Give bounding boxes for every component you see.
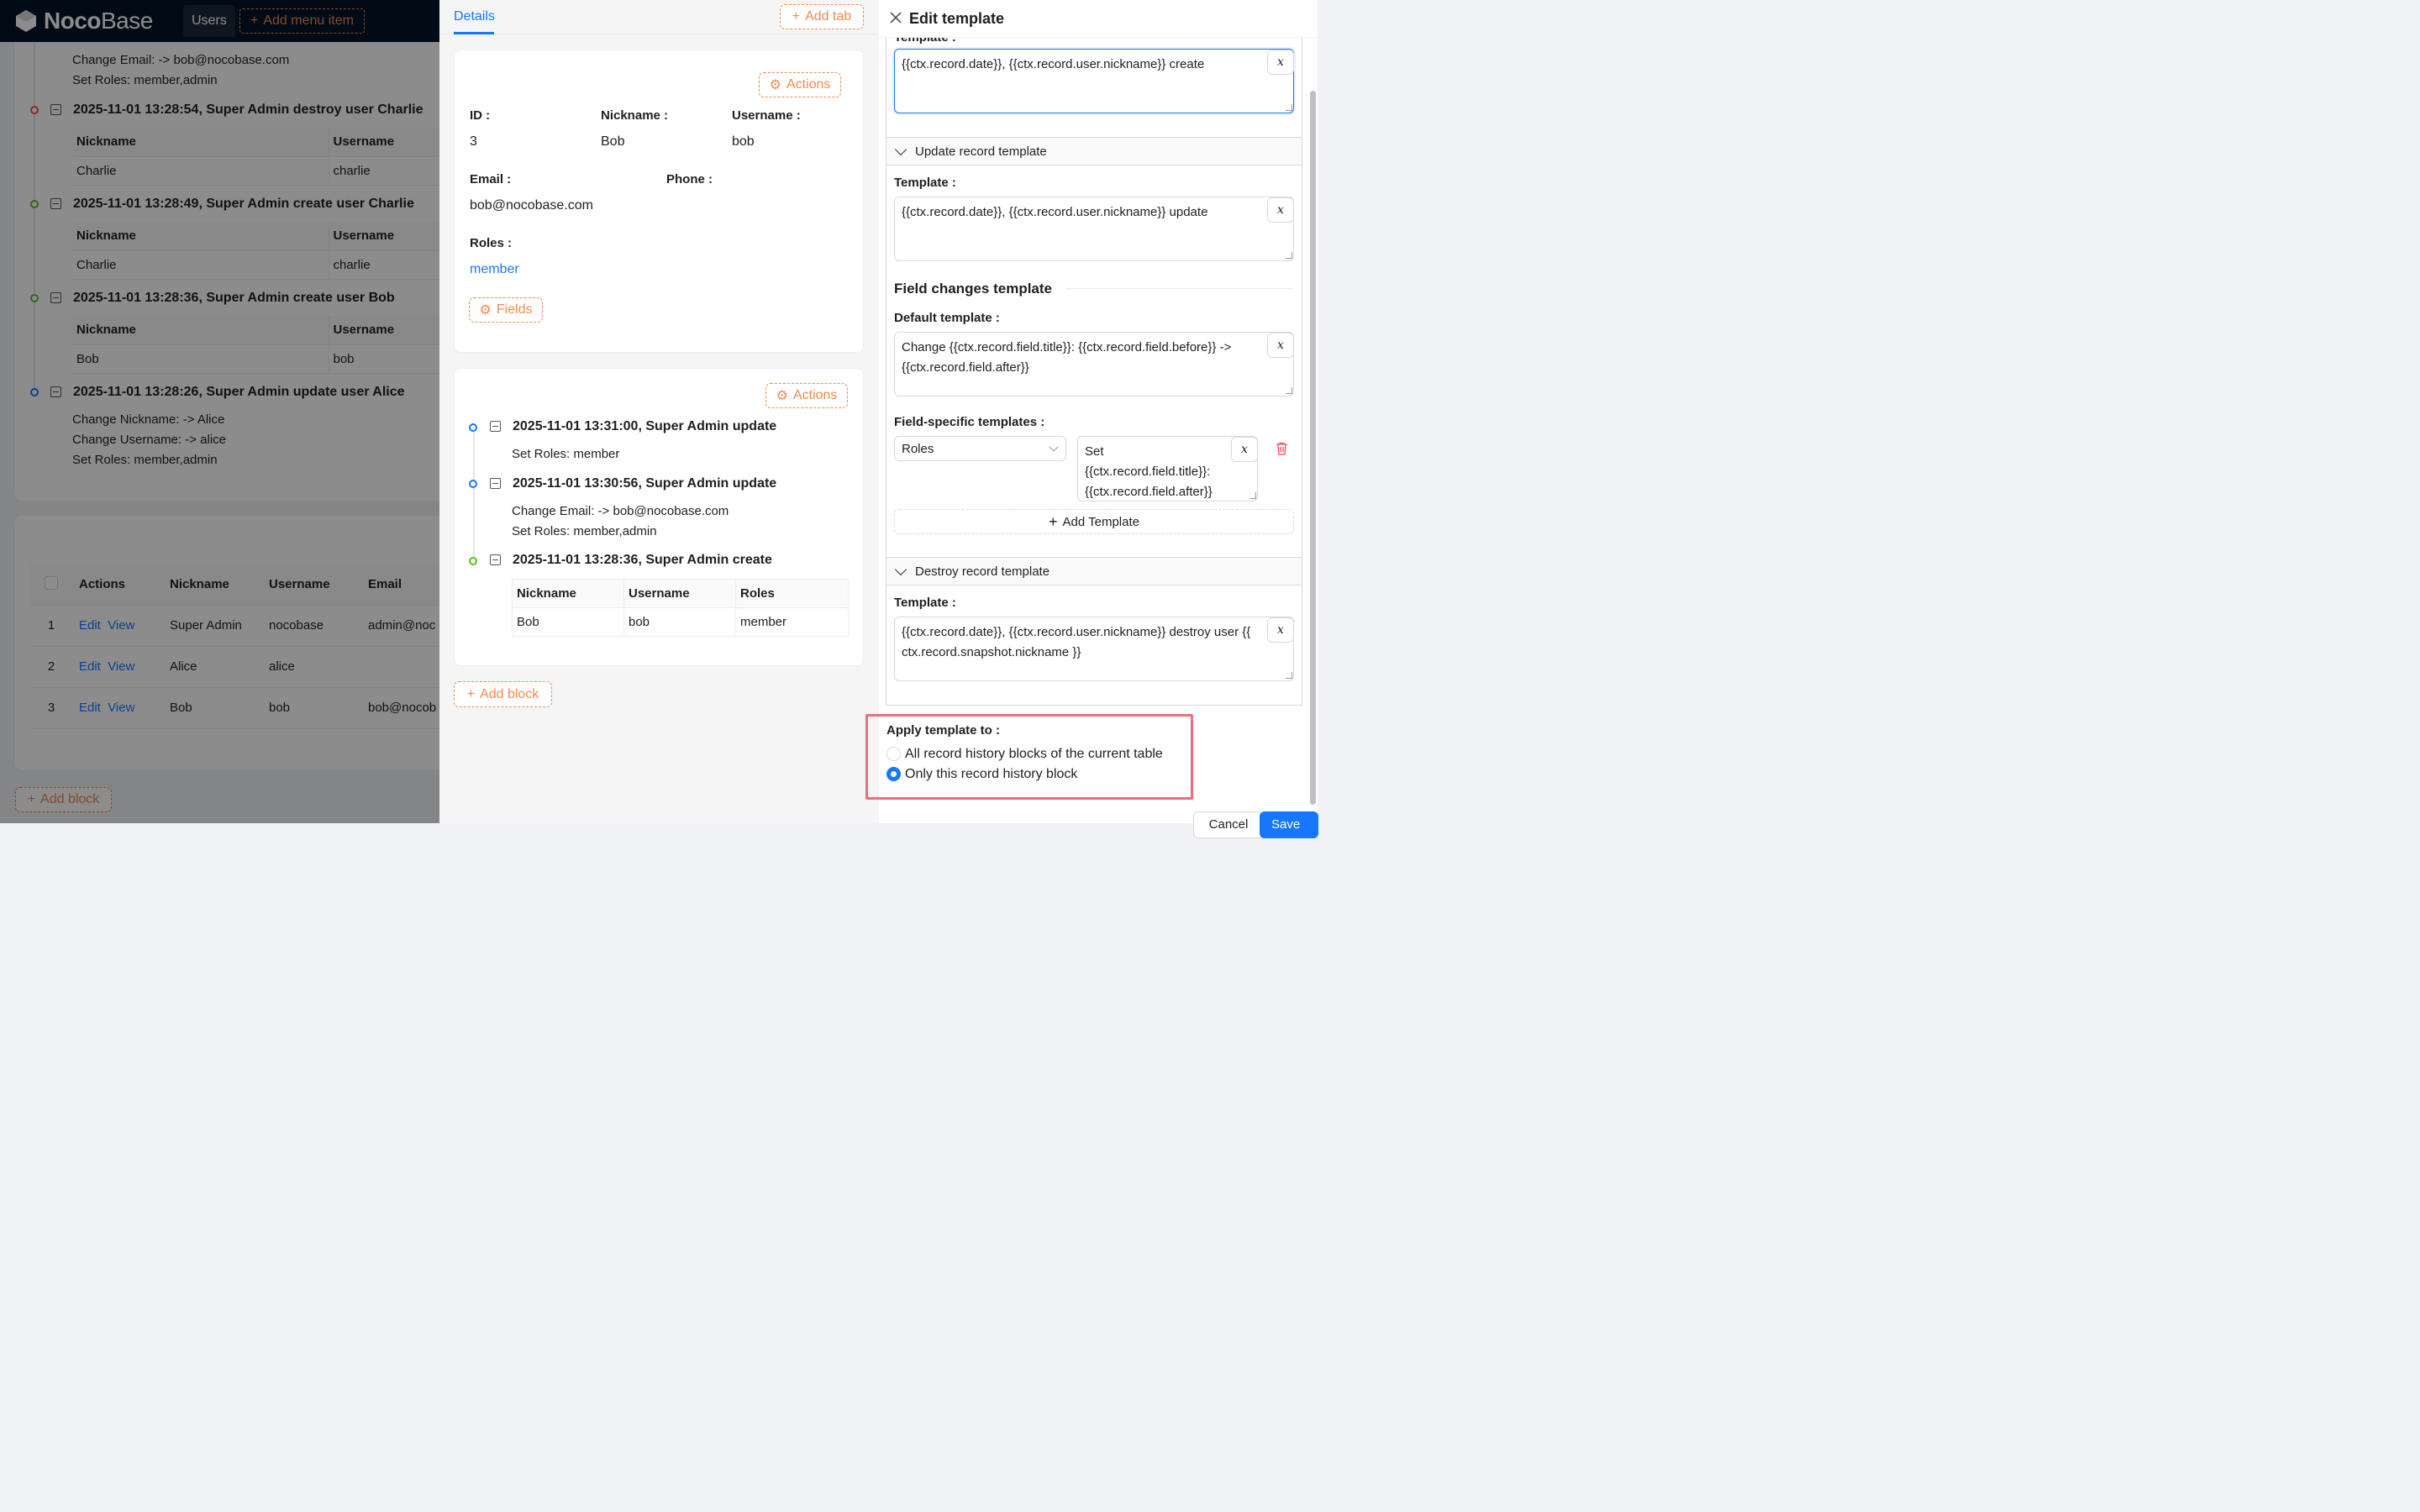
gear-icon: ⚙ <box>479 303 492 318</box>
create-template-text: {{ctx.record.date}}, {{ctx.record.user.nickname}} create <box>902 57 1205 71</box>
field-value-email: bob@nocobase.com <box>470 198 593 213</box>
history-line: Change Username: -> alice <box>72 433 227 447</box>
plus-icon: + <box>792 9 801 24</box>
delete-icon[interactable] <box>1276 442 1288 455</box>
column-header: Nickname <box>513 580 624 608</box>
logo-text-bold: Noco <box>44 8 101 34</box>
table-cell: charlie <box>329 156 511 185</box>
collapse-icon[interactable] <box>490 478 501 489</box>
update-template-header-label: Update record template <box>915 144 1047 159</box>
add-template-label: Add Template <box>1062 514 1139 529</box>
history-entry-title: 2025-11-01 13:28:36, Super Admin create user Bob <box>73 291 395 305</box>
tab-bar <box>439 0 879 34</box>
table-cell: Charlie <box>72 156 329 185</box>
collapse-icon[interactable] <box>490 554 501 565</box>
active-tab-indicator <box>454 32 494 34</box>
resize-handle[interactable] <box>1286 387 1292 394</box>
field-label-roles: Roles : <box>470 236 513 250</box>
field-specific-label: Field-specific templates : <box>894 415 1045 429</box>
field-label-id: ID : <box>470 108 491 123</box>
add-tab-button[interactable] <box>780 4 864 29</box>
role-tag-member[interactable]: member <box>470 262 519 276</box>
save-label: Save <box>1271 817 1301 832</box>
field-label-phone: Phone : <box>666 172 713 186</box>
variable-x-button[interactable] <box>1267 197 1294 223</box>
add-block-button[interactable] <box>454 681 552 707</box>
add-template-button[interactable] <box>894 509 1294 534</box>
history-line: Set Roles: member <box>512 447 620 461</box>
variable-x-icon: x <box>1277 203 1284 217</box>
resize-handle[interactable] <box>1249 492 1256 499</box>
field-changes-section-title: Field changes template <box>894 281 1052 297</box>
field-select-value: Roles <box>902 442 934 456</box>
table-cell: Charlie <box>72 250 329 279</box>
history-entry-title: 2025-11-01 13:28:49, Super Admin create user Charlie <box>73 197 414 211</box>
cancel-button[interactable] <box>1193 811 1264 838</box>
column-header-actions: Actions <box>72 564 163 605</box>
timeline-line <box>473 433 475 559</box>
details-actions-button[interactable] <box>759 72 841 97</box>
field-label-username: Username : <box>732 108 801 123</box>
add-block-label: Add block <box>480 686 539 701</box>
add-menu-item-label: Add menu item <box>263 13 354 28</box>
history-entry-title: 2025-11-01 13:30:56, Super Admin update <box>513 476 777 491</box>
plus-icon: + <box>466 686 476 701</box>
gear-icon: ⚙ <box>776 389 788 403</box>
add-tab-label: Add tab <box>805 9 852 24</box>
variable-x-icon: x <box>1277 55 1284 69</box>
column-header-email: Email <box>361 564 511 605</box>
actions-label: Actions <box>786 77 831 92</box>
variable-x-button[interactable] <box>1231 437 1258 462</box>
field-label-email: Email : <box>470 172 512 186</box>
drawer-title: Edit template <box>909 10 1005 27</box>
variable-x-button[interactable] <box>1267 333 1294 358</box>
view-link[interactable]: View <box>108 701 135 715</box>
table-cell: Bob <box>163 687 262 728</box>
modal-mask[interactable] <box>0 0 439 823</box>
field-select[interactable] <box>894 436 1066 461</box>
history-line: Change Nickname: -> Alice <box>72 412 225 427</box>
edit-link[interactable]: Edit <box>79 618 101 633</box>
update-template-text: {{ctx.record.date}}, {{ctx.record.user.nickname}} update <box>902 205 1208 219</box>
variable-x-icon: x <box>1241 443 1248 456</box>
create-template-textarea[interactable] <box>894 49 1294 113</box>
default-template-text: Change {{ctx.record.field.title}}: {{ctx.record.field.before}} -> {{ctx.record.field.after}} <box>902 340 1232 375</box>
table-cell: member <box>736 608 849 637</box>
divider <box>1065 288 1294 289</box>
history-entry-title: 2025-11-01 13:28:26, Super Admin update user Alice <box>73 385 405 399</box>
resize-handle[interactable] <box>1286 672 1292 679</box>
column-header: Username <box>329 316 511 344</box>
update-template-header[interactable] <box>886 137 1302 165</box>
column-header: Nickname <box>72 222 329 250</box>
edit-link[interactable]: Edit <box>79 659 101 674</box>
column-header-username: Username <box>262 564 361 605</box>
destroy-template-label: Template : <box>894 596 956 610</box>
destroy-template-text: {{ctx.record.date}}, {{ctx.record.user.nickname}} destroy user {{ ctx.record.snapshot.nickname }} <box>902 625 1251 659</box>
fields-label: Fields <box>496 302 533 317</box>
history-line: Change Email: -> bob@nocobase.com <box>72 53 290 67</box>
column-header: Roles <box>736 580 849 608</box>
column-header: Username <box>624 580 736 608</box>
table-cell: bob@nocob <box>361 687 511 728</box>
actions-label: Actions <box>792 388 838 402</box>
variable-x-icon: x <box>1277 623 1284 637</box>
history-line: Change Email: -> bob@nocobase.com <box>512 504 729 518</box>
column-header: Username <box>329 128 511 156</box>
field-label-nickname: Nickname : <box>601 108 669 123</box>
history-actions-button[interactable] <box>765 383 848 408</box>
close-icon[interactable] <box>889 11 902 24</box>
timeline-dot <box>469 557 477 565</box>
table-cell: Super Admin <box>163 605 262 646</box>
fields-button[interactable] <box>469 297 543 323</box>
plus-icon: + <box>250 13 259 28</box>
row-number: 3 <box>30 687 72 728</box>
view-link[interactable]: View <box>108 659 135 674</box>
variable-x-button[interactable] <box>1267 617 1294 643</box>
table-cell: Bob <box>72 344 329 373</box>
chevron-down-icon <box>895 144 907 155</box>
radio-only-this-block-label[interactable]: Only this record history block <box>905 767 1078 781</box>
timeline-dot <box>469 480 477 488</box>
history-line: Set Roles: member,admin <box>72 73 218 87</box>
tab-details[interactable]: Details <box>454 9 495 24</box>
add-block-label: Add block <box>40 792 100 806</box>
apply-template-label: Apply template to : <box>886 723 1001 738</box>
highlight-annotation <box>865 714 1193 800</box>
history-line: Set Roles: member,admin <box>512 524 657 538</box>
update-template-textarea[interactable] <box>894 197 1294 261</box>
edit-template-drawer <box>879 0 1318 832</box>
timeline-dot <box>469 423 477 432</box>
plus-icon: + <box>1049 512 1058 530</box>
variable-x-button[interactable] <box>1267 50 1294 75</box>
table-cell: Alice <box>163 646 262 687</box>
history-snapshot-table <box>512 579 849 637</box>
variable-x-icon: x <box>1277 339 1284 352</box>
column-header: Username <box>329 222 511 250</box>
gear-icon: ⚙ <box>769 78 781 92</box>
default-template-label: Default template : <box>894 311 1000 325</box>
resize-handle[interactable] <box>1286 252 1292 259</box>
table-cell: bob <box>329 344 511 373</box>
radio-all-blocks-label[interactable]: All record history blocks of the current table <box>905 747 1163 761</box>
history-entry-title: 2025-11-01 13:28:36, Super Admin create <box>513 553 772 567</box>
table-cell: Bob <box>513 608 624 637</box>
default-template-textarea[interactable] <box>894 332 1294 396</box>
collapse-icon[interactable] <box>490 421 501 432</box>
chevron-down-icon <box>1049 442 1058 451</box>
drawer-header <box>879 0 1318 38</box>
destroy-template-textarea[interactable] <box>894 617 1294 681</box>
destroy-template-header[interactable] <box>886 557 1302 585</box>
edit-link[interactable]: Edit <box>79 701 101 715</box>
history-entry-title: 2025-11-01 13:31:00, Super Admin update <box>513 419 777 433</box>
destroy-template-header-label: Destroy record template <box>915 564 1050 579</box>
scrollbar-thumb[interactable] <box>1310 91 1316 805</box>
view-link[interactable]: View <box>108 618 135 633</box>
table-cell: bob <box>262 687 361 728</box>
column-header: Nickname <box>72 316 329 344</box>
table-cell: admin@noc <box>361 605 511 646</box>
history-entry-title: 2025-11-01 13:28:54, Super Admin destroy user Charlie <box>73 102 424 117</box>
table-cell: alice <box>262 646 361 687</box>
column-header-nickname: Nickname <box>163 564 262 605</box>
cancel-label: Cancel <box>1208 817 1249 832</box>
field-value-nickname: Bob <box>601 134 625 149</box>
table-cell: bob <box>624 608 736 637</box>
column-header: Nickname <box>72 128 329 156</box>
resize-handle[interactable] <box>1286 104 1292 111</box>
row-number: 1 <box>30 605 72 646</box>
logo-text-light: Base <box>101 8 153 34</box>
field-value-username: bob <box>732 134 755 149</box>
nav-item-users-label: Users <box>192 13 227 28</box>
chevron-down-icon <box>895 564 907 575</box>
field-specific-text: Set {{ctx.record.field.title}}: {{ctx.record.field.after}} <box>1085 444 1213 499</box>
update-template-label: Template : <box>894 176 956 190</box>
record-detail-drawer <box>439 0 879 823</box>
table-cell: charlie <box>329 250 511 279</box>
field-value-id: 3 <box>470 134 477 149</box>
plus-icon: + <box>27 792 36 806</box>
row-number: 2 <box>30 646 72 687</box>
table-cell: nocobase <box>262 605 361 646</box>
history-line: Set Roles: member,admin <box>72 453 218 467</box>
